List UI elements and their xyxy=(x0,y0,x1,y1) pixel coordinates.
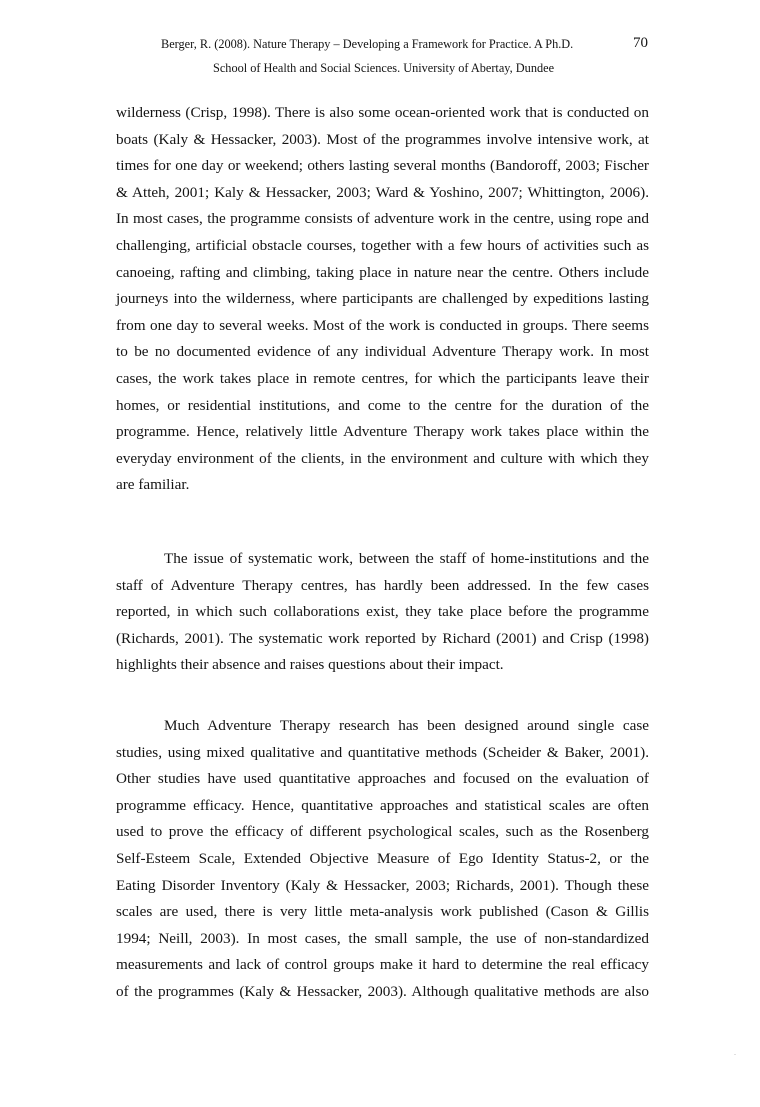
text-line: reported, in which such collaborations exist, they take place before the programme xyxy=(116,603,649,621)
text-line: boats (Kaly & Hessacker, 2003). Most of the programmes involve intensive work, at xyxy=(116,130,649,148)
text-line: Other studies have used quantitative approaches and focused on the evaluation of xyxy=(116,770,649,788)
text-line: In most cases, the programme consists of adventure work in the centre, using rope and xyxy=(116,210,649,228)
text-line: everyday environment of the clients, in the environment and culture with which they xyxy=(116,449,649,467)
text-line: wilderness (Crisp, 1998). There is also some ocean-oriented work that is conducted on xyxy=(116,104,649,121)
text-line: & Atteh, 2001; Kaly & Hessacker, 2003; Ward & Yoshino, 2007; Whittington, 2006). xyxy=(116,183,649,201)
page-number: 70 xyxy=(633,35,648,51)
text-line: used to prove the efficacy of different psychological scales, such as the Rosenberg xyxy=(116,823,649,841)
scan-speck xyxy=(734,1054,736,1055)
body-paragraph-3 xyxy=(116,713,649,1006)
text-line: programme. Hence, relatively little Adventure Therapy work takes place within the xyxy=(116,423,649,441)
running-header-institution: School of Health and Social Sciences. University of Abertay, Dundee xyxy=(213,61,555,75)
text-line: highlights their absence and raises questions about their impact. xyxy=(116,656,504,674)
text-line: challenging, artificial obstacle courses, together with a few hours of activities such as xyxy=(116,236,649,254)
text-line: of the programmes (Kaly & Hessacker, 2003). Although qualitative methods are also xyxy=(116,982,649,1000)
text-line: programme efficacy. Hence, quantitative approaches and statistical scales are often xyxy=(116,796,649,814)
running-header-citation: Berger, R. (2008). Nature Therapy – Developing a Framework for Practice. A Ph.D. xyxy=(161,37,574,51)
text-line: (Richards, 2001). The systematic work reported by Richard (2001) and Crisp (1998) xyxy=(116,629,649,647)
text-line: journeys into the wilderness, where participants are challenged by expeditions lasting xyxy=(116,290,649,308)
text-line: Eating Disorder Inventory (Kaly & Hessacker, 2003; Richards, 2001). Though these xyxy=(116,876,649,894)
text-line: Self-Esteem Scale, Extended Objective Measure of Ego Identity Status-2, or the xyxy=(116,849,649,867)
text-line: The issue of systematic work, between the staff of home-institutions and the xyxy=(164,550,649,567)
text-line: homes, or residential institutions, and come to the centre for the duration of the xyxy=(116,396,649,414)
text-line: canoeing, rafting and climbing, taking place in nature near the centre. Others include xyxy=(116,263,649,281)
body-paragraph-2 xyxy=(116,546,649,679)
text-line: 1994; Neill, 2003). In most cases, the small sample, the use of non-standardized xyxy=(116,929,649,947)
text-line: to be no documented evidence of any individual Adventure Therapy work. In most xyxy=(116,343,649,361)
text-line: scales are used, there is very little meta-analysis work published (Cason & Gillis xyxy=(116,903,649,921)
text-line: staff of Adventure Therapy centres, has hardly been addressed. In the few cases xyxy=(116,576,649,594)
text-line: from one day to several weeks. Most of the work is conducted in groups. There seems xyxy=(116,316,649,334)
text-line: times for one day or weekend; others lasting several months (Bandoroff, 2003; Fischer xyxy=(116,157,649,175)
text-line: Much Adventure Therapy research has been designed around single case xyxy=(164,717,649,734)
text-line: measurements and lack of control groups make it hard to determine the real efficacy xyxy=(116,956,649,974)
body-paragraph-1 xyxy=(116,100,649,499)
text-line: are familiar. xyxy=(116,476,190,494)
text-line: studies, using mixed qualitative and quantitative methods (Scheider & Baker, 2001). xyxy=(116,743,649,761)
text-line: cases, the work takes place in remote centres, for which the participants leave their xyxy=(116,369,649,387)
